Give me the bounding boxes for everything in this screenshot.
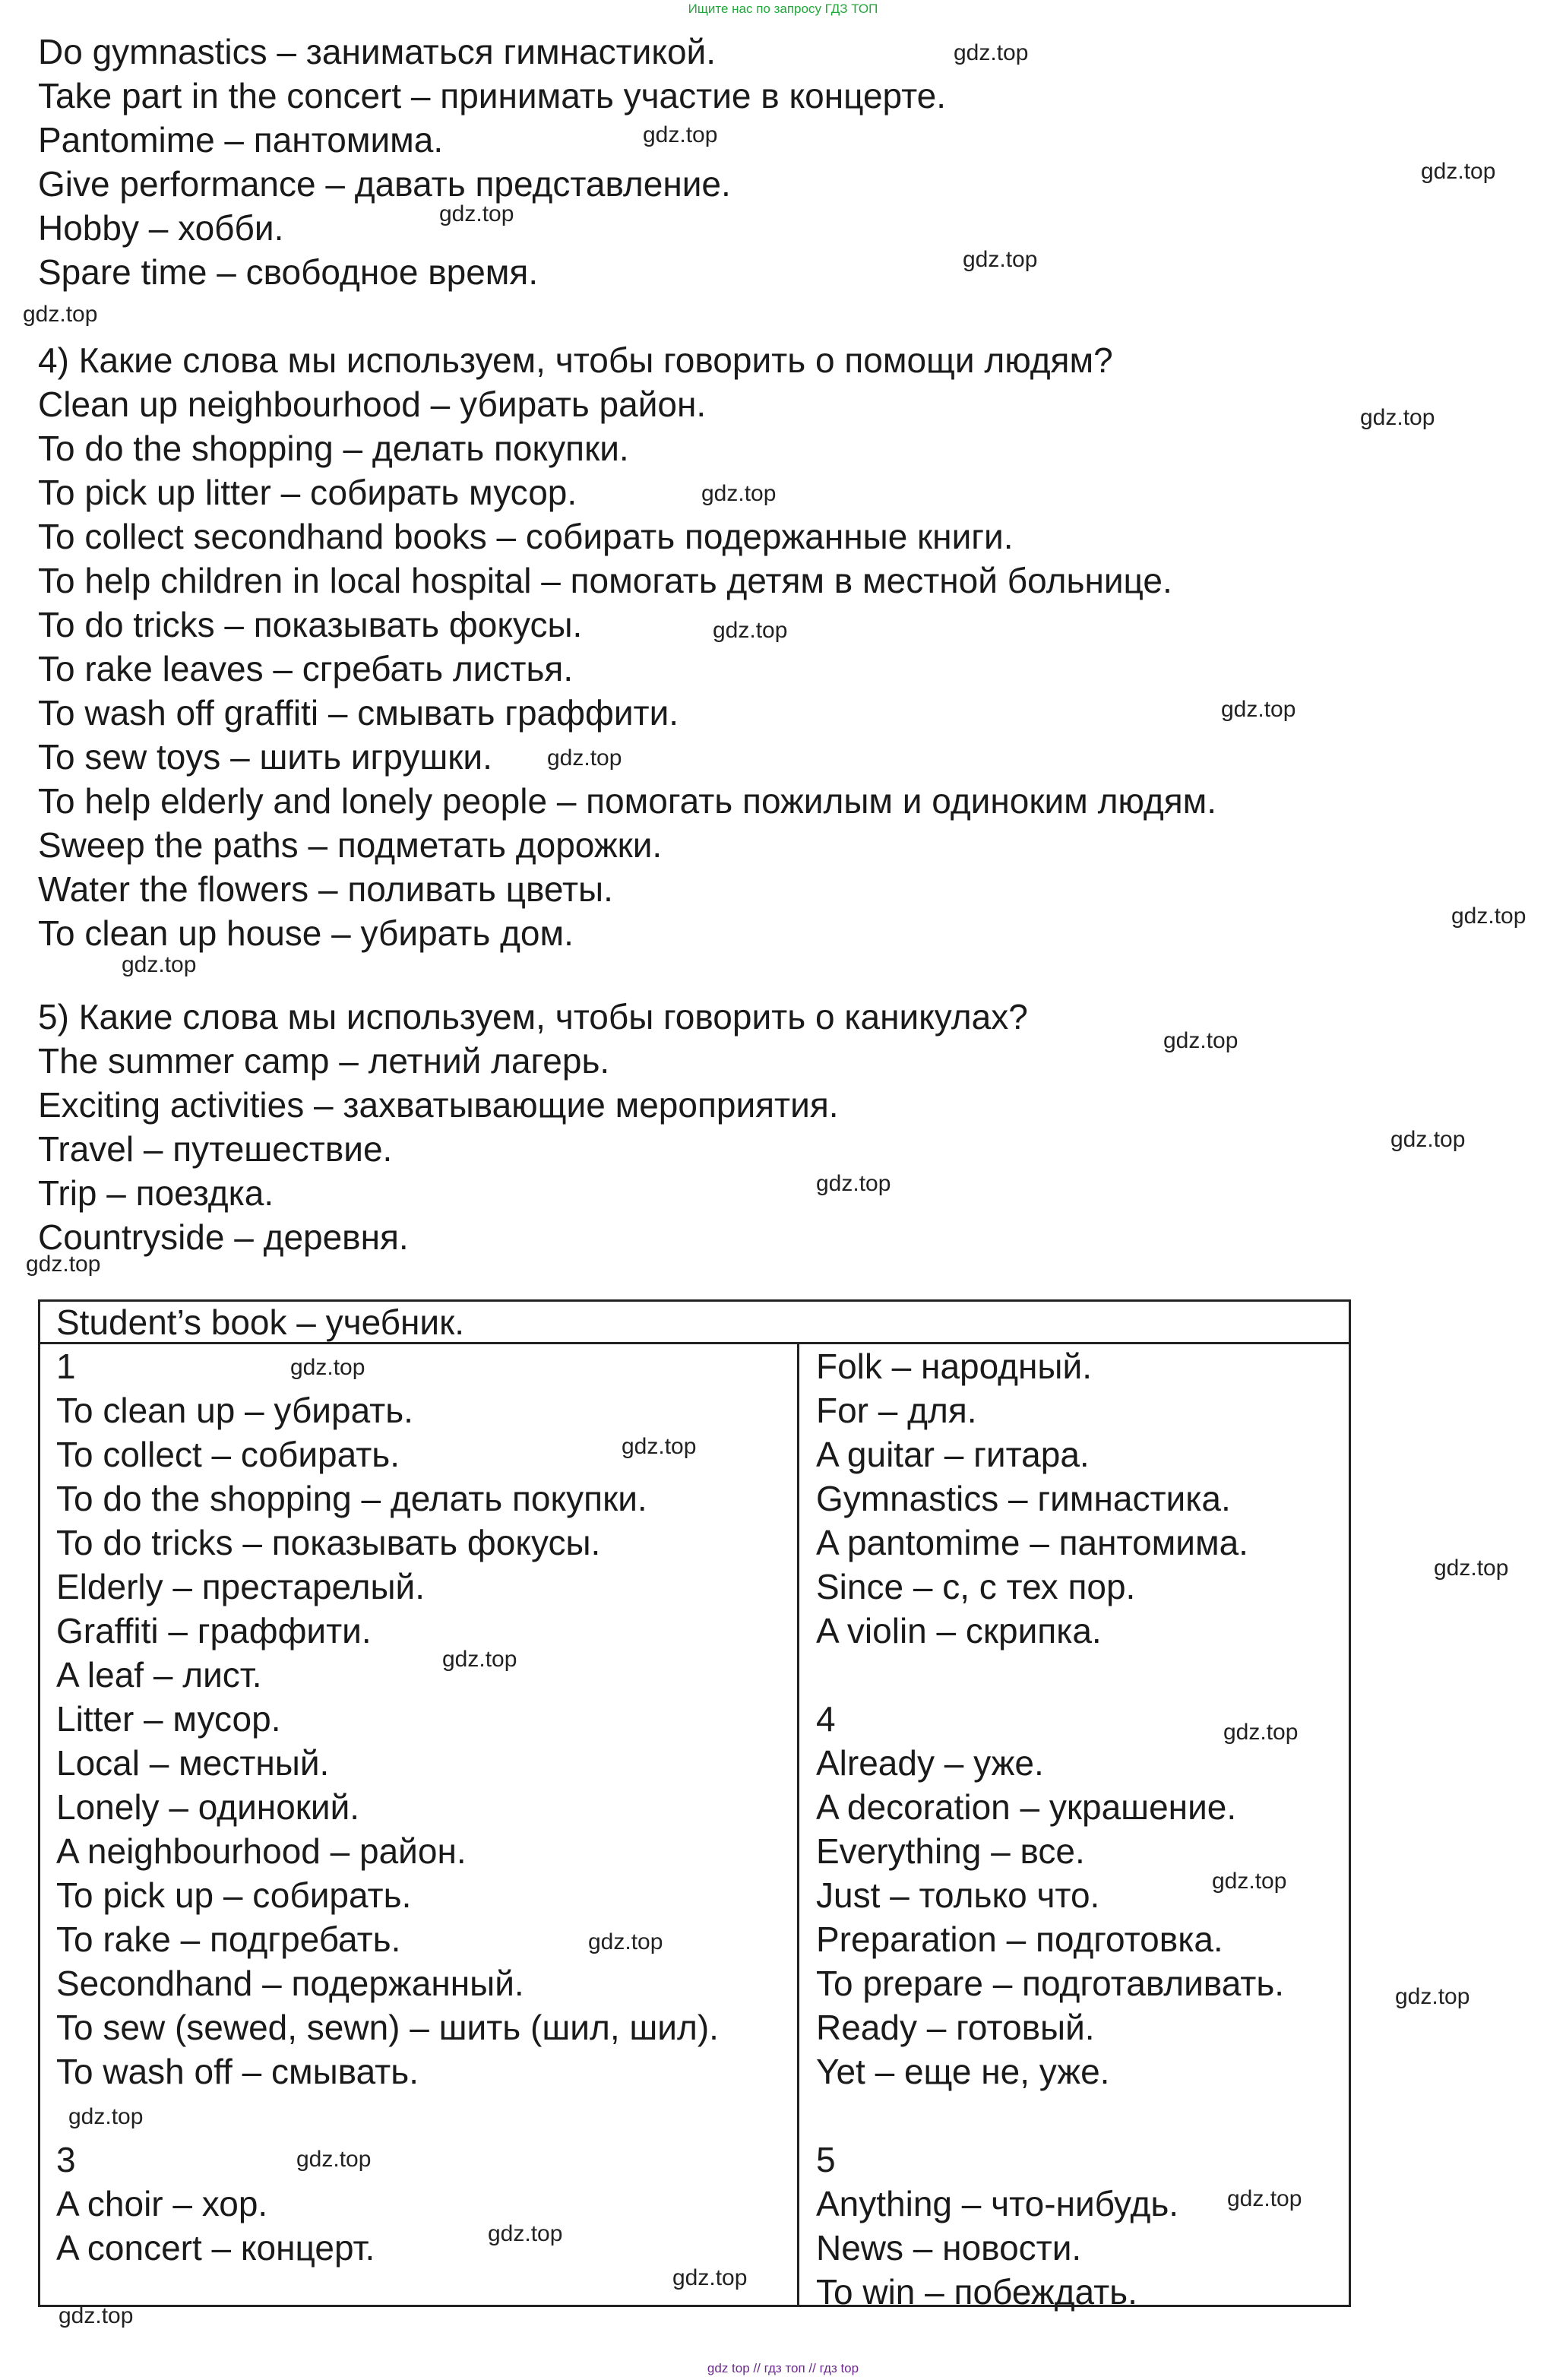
- watermark: gdz.top: [643, 122, 718, 147]
- watermark: gdz.top: [290, 1355, 365, 1380]
- text-line: To clean up house – убирать дом.: [38, 913, 574, 953]
- watermark: gdz.top: [59, 2303, 134, 2328]
- watermark: gdz.top: [588, 1929, 663, 1954]
- text-line: Countryside – деревня.: [38, 1217, 409, 1257]
- text-line: Exciting activities – захватывающие мероприятия.: [38, 1085, 839, 1125]
- text-line: To pick up litter – собирать мусор.: [38, 473, 577, 512]
- footer: gdz top // гдз топ // гдз top: [707, 2361, 859, 2375]
- vocab-left-row: To collect – собирать.: [56, 1435, 400, 1474]
- text-line: Trip – поездка.: [38, 1173, 274, 1213]
- table-title: Student’s book – учебник.: [56, 1302, 465, 1342]
- vocab-left-row: To rake – подгребать.: [56, 1920, 401, 1959]
- text-line: Hobby – хобби.: [38, 208, 284, 248]
- vocab-right-row: A guitar – гитара.: [816, 1435, 1090, 1474]
- watermark: gdz.top: [1421, 159, 1496, 184]
- vocab-left-row: 3: [56, 2140, 76, 2179]
- text-line: To do tricks – показывать фокусы.: [38, 605, 583, 644]
- vocab-left-row: To wash off – смывать.: [56, 2052, 419, 2091]
- watermark: gdz.top: [1434, 1556, 1509, 1581]
- vocab-left-row: 1: [56, 1347, 76, 1386]
- watermark: gdz.top: [488, 2221, 563, 2246]
- watermark: gdz.top: [442, 1647, 517, 1672]
- vocab-left-row: To sew (sewed, sewn) – шить (шил, шил).: [56, 2008, 719, 2047]
- watermark: gdz.top: [1223, 1720, 1299, 1745]
- text-line: Water the flowers – поливать цветы.: [38, 869, 613, 909]
- watermark: gdz.top: [1390, 1127, 1466, 1152]
- vocab-left-row: A neighbourhood – район.: [56, 1831, 467, 1871]
- vocab-left-row: To pick up – собирать.: [56, 1875, 412, 1915]
- table-divider: [797, 1342, 799, 2307]
- vocab-right-row: Gymnastics – гимнастика.: [816, 1479, 1231, 1518]
- vocab-right-row: Already – уже.: [816, 1743, 1044, 1783]
- watermark: gdz.top: [1221, 697, 1296, 722]
- text-line: Do gymnastics – заниматься гимнастикой.: [38, 32, 717, 71]
- watermark: gdz.top: [1451, 904, 1526, 929]
- text-line: To wash off graffiti – смывать граффити.: [38, 693, 679, 733]
- text-line: To sew toys – шить игрушки.: [38, 737, 492, 777]
- top-banner: Ищите нас по запросу ГДЗ ТОП: [688, 2, 878, 16]
- vocab-right-row: 4: [816, 1699, 836, 1739]
- watermark: gdz.top: [296, 2147, 372, 2172]
- vocab-right-row: Yet – еще не, уже.: [816, 2052, 1110, 2091]
- text-line: Give performance – давать представление.: [38, 164, 731, 204]
- section-heading: 5) Какие слова мы используем, чтобы говорить о каникулах?: [38, 997, 1028, 1037]
- vocab-right-row: Ready – готовый.: [816, 2008, 1095, 2047]
- vocab-left-row: Lonely – одинокий.: [56, 1787, 360, 1827]
- watermark: gdz.top: [622, 1434, 697, 1459]
- vocab-right-row: Since – с, с тех пор.: [816, 1567, 1136, 1606]
- vocab-right-row: Just – только что.: [816, 1875, 1100, 1915]
- vocab-left-row: A choir – хор.: [56, 2184, 268, 2223]
- vocab-left-row: Elderly – престарелый.: [56, 1567, 425, 1606]
- watermark: gdz.top: [1163, 1028, 1239, 1053]
- watermark: gdz.top: [1360, 405, 1435, 430]
- watermark: gdz.top: [68, 2104, 144, 2129]
- watermark: gdz.top: [963, 247, 1038, 272]
- watermark: gdz.top: [547, 745, 622, 771]
- vocab-right-row: A violin – скрипка.: [816, 1611, 1102, 1650]
- vocab-left-row: A concert – концерт.: [56, 2228, 375, 2268]
- vocab-right-row: 5: [816, 2140, 836, 2179]
- watermark: gdz.top: [713, 618, 788, 643]
- vocab-right-row: For – для.: [816, 1391, 977, 1430]
- text-line: To collect secondhand books – собирать подержанные книги.: [38, 517, 1014, 556]
- watermark: gdz.top: [701, 481, 777, 506]
- vocab-right-row: To prepare – подготавливать.: [816, 1964, 1285, 2003]
- vocab-left-row: Litter – мусор.: [56, 1699, 281, 1739]
- text-line: The summer camp – летний лагерь.: [38, 1041, 610, 1081]
- vocab-left-row: Local – местный.: [56, 1743, 330, 1783]
- vocab-right-row: A decoration – украшение.: [816, 1787, 1237, 1827]
- text-line: Clean up neighbourhood – убирать район.: [38, 385, 707, 424]
- text-line: To do the shopping – делать покупки.: [38, 429, 629, 468]
- watermark: gdz.top: [439, 201, 514, 226]
- text-line: Sweep the paths – подметать дорожки.: [38, 825, 663, 865]
- text-line: To rake leaves – сгребать листья.: [38, 649, 574, 688]
- text-line: To help elderly and lonely people – помогать пожилым и одиноким людям.: [38, 781, 1217, 821]
- text-line: Take part in the concert – принимать участие в концерте.: [38, 76, 947, 116]
- vocab-right-row: To win – побеждать.: [816, 2272, 1137, 2312]
- text-line: Travel – путешествие.: [38, 1129, 393, 1169]
- section-heading: 4) Какие слова мы используем, чтобы говорить о помощи людям?: [38, 340, 1113, 380]
- watermark: gdz.top: [1227, 2186, 1302, 2211]
- watermark: gdz.top: [1212, 1869, 1287, 1894]
- vocab-left-row: To clean up – убирать.: [56, 1391, 413, 1430]
- vocab-left-row: To do tricks – показывать фокусы.: [56, 1523, 601, 1562]
- vocab-right-row: Everything – все.: [816, 1831, 1085, 1871]
- vocab-left-row: A leaf – лист.: [56, 1655, 262, 1695]
- text-line: Spare time – свободное время.: [38, 252, 539, 292]
- vocab-left-row: Graffiti – граффити.: [56, 1611, 372, 1650]
- watermark: gdz.top: [122, 952, 197, 977]
- watermark: gdz.top: [1395, 1984, 1470, 2009]
- vocab-right-row: Anything – что-нибудь.: [816, 2184, 1179, 2223]
- vocab-left-row: Secondhand – подержанный.: [56, 1964, 524, 2003]
- text-line: To help children in local hospital – помогать детям в местной больнице.: [38, 561, 1172, 600]
- text-line: Pantomime – пантомима.: [38, 120, 444, 160]
- vocab-right-row: Folk – народный.: [816, 1347, 1092, 1386]
- vocab-right-row: News – новости.: [816, 2228, 1082, 2268]
- watermark: gdz.top: [23, 302, 98, 327]
- watermark: gdz.top: [26, 1252, 101, 1277]
- watermark: gdz.top: [954, 40, 1029, 65]
- vocab-right-row: Preparation – подготовка.: [816, 1920, 1223, 1959]
- watermark: gdz.top: [816, 1171, 891, 1196]
- watermark: gdz.top: [672, 2265, 748, 2290]
- vocab-left-row: To do the shopping – делать покупки.: [56, 1479, 647, 1518]
- vocab-right-row: A pantomime – пантомима.: [816, 1523, 1248, 1562]
